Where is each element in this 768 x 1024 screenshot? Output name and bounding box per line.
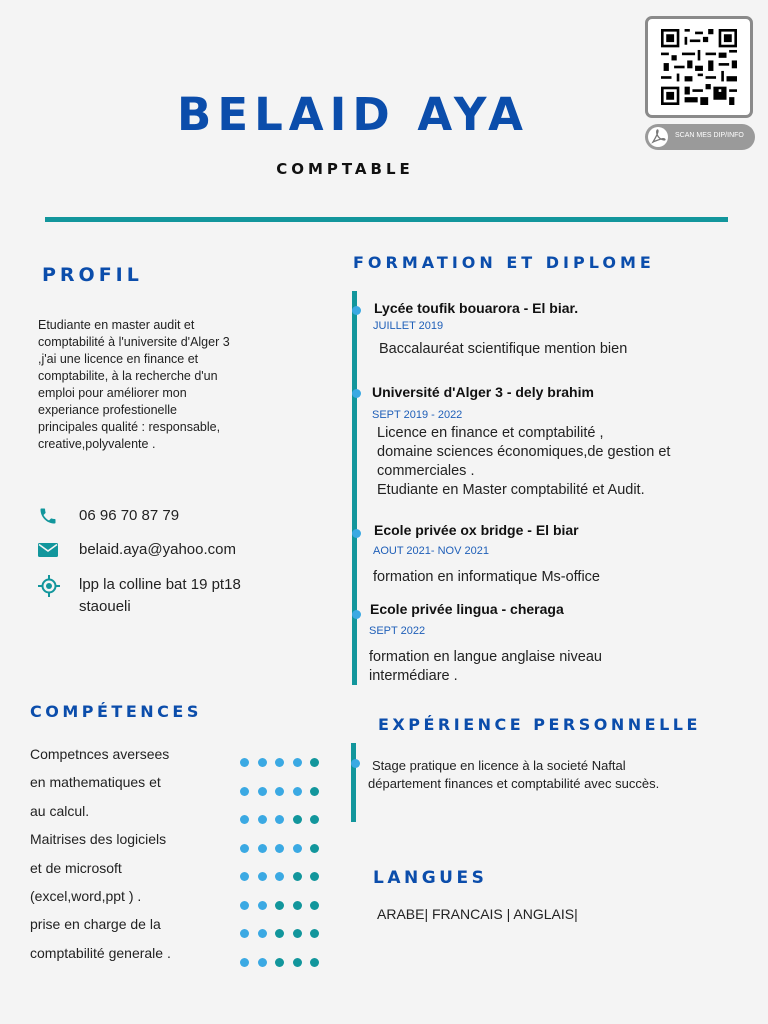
skill-dot [240,787,249,796]
skill-dot [240,758,249,767]
skill-dot [293,844,302,853]
formation-detail: intermédiare . [369,668,458,684]
skill-dot-row [240,925,328,954]
skill-dot [310,901,319,910]
email-address[interactable]: belaid.aya@yahoo.com [79,541,236,558]
formation-heading: FORMATION ET DIPLOME [353,253,655,272]
competence-line: comptabilité generale . [30,944,171,961]
skill-dot [275,901,284,910]
phone-number[interactable]: 06 96 70 87 79 [79,507,180,524]
timeline-bullet [352,389,361,398]
timeline-bullet [352,529,361,538]
formation-school: Ecole privée ox bridge - El biar [374,522,579,538]
competences-heading: COMPÉTENCES [30,702,202,721]
timeline-bar [352,291,357,685]
profil-line: comptabilite, à la recherche d'un [38,369,218,383]
formation-detail: commerciales . [377,463,475,479]
skill-dot [293,929,302,938]
person-name: BELAID AYA [177,88,529,141]
competences-list [30,745,230,972]
skill-dot [240,958,249,967]
skill-dot [275,844,284,853]
timeline-bullet [351,759,360,768]
skill-dot [240,929,249,938]
formation-detail: formation en langue anglaise niveau [369,649,602,665]
skill-dot [275,815,284,824]
experience-heading: EXPÉRIENCE PERSONNELLE [378,715,701,734]
pdf-icon [648,127,668,147]
skill-dot [258,958,267,967]
skill-dot [310,958,319,967]
skill-dot-row [240,954,328,983]
competence-line: Competnces aversees [30,746,170,762]
profil-line: emploi pour améliorer mon [38,386,187,400]
skill-dot [258,787,267,796]
skill-dot [258,929,267,938]
formation-date: SEPT 2022 [369,625,426,637]
skill-dot [258,901,267,910]
skill-dot [240,844,249,853]
skill-dot [275,929,284,938]
experience-text [368,757,738,793]
address-line-1: lpp la colline bat 19 pt18 [79,576,241,593]
skill-dot-row [240,811,328,840]
header-divider [45,217,728,222]
formation-detail: formation en informatique Ms-office [373,569,601,585]
skill-dot [293,815,302,824]
profil-line: experiance profestionelle [38,403,177,417]
competence-line: Maitrises des logiciels [30,831,167,848]
profil-heading: PROFIL [42,264,143,286]
timeline-bullet [352,306,361,315]
skill-dot [240,901,249,910]
scan-docs-label: SCAN MES DIP/INFO [675,132,744,139]
contact-phone [38,506,278,528]
skill-dot [293,958,302,967]
skill-dot [310,815,319,824]
formation-detail: domaine sciences économiques,de gestion et [377,444,671,460]
formation-date: SEPT 2019 - 2022 [372,409,463,421]
phone-icon [38,506,58,530]
formation-school: Lycée toufik bouarora - El biar. [374,300,579,316]
timeline-bullet [352,610,361,619]
skill-dot [258,844,267,853]
skill-dot [310,872,319,881]
skill-dot [293,872,302,881]
scan-docs-button[interactable] [645,124,755,150]
skill-dot-row [240,754,328,783]
competence-line: en mathematiques et [30,774,161,791]
profil-line: principales qualité : responsable, [38,420,221,434]
langues-heading: LANGUES [373,868,488,888]
skill-dot [293,901,302,910]
skill-dot-row [240,840,328,869]
formation-school: Université d'Alger 3 - dely brahim [372,384,594,400]
experience-bar [351,743,356,822]
langues-list: ARABE| FRANCAIS | ANGLAIS| [377,906,578,922]
location-icon [38,575,60,601]
profil-summary [38,317,278,453]
profil-line: Etudiante en master audit et [38,318,195,332]
skill-dot [310,929,319,938]
email-icon [38,542,58,562]
competence-line: au calcul. [30,802,90,819]
experience-line: Stage pratique en licence à la societé Naftal [372,758,626,773]
skill-dot-row [240,783,328,812]
skill-dot-row [240,868,328,897]
skill-dot [275,758,284,767]
skill-dot [275,958,284,967]
job-title: COMPTABLE [276,160,414,178]
profil-line: creative,polyvalente . [38,437,156,451]
skill-dot [293,787,302,796]
skill-dot [293,758,302,767]
formation-date: AOUT 2021- NOV 2021 [373,545,489,557]
skill-dot [275,787,284,796]
skill-dot [258,872,267,881]
qr-code-icon [660,29,738,105]
competence-line: (excel,word,ppt ) . [30,887,142,904]
skill-dot [310,844,319,853]
skill-dot [275,872,284,881]
formation-detail: Etudiante en Master comptabilité et Audit. [377,482,645,498]
skill-dot-row [240,897,328,926]
skill-dot [240,815,249,824]
contact-address [38,575,288,619]
experience-line: département finances et comptabilité avec succès. [368,776,660,791]
skill-dot [310,787,319,796]
address-line-2: staoueli [79,598,131,615]
formation-detail: Licence en finance et comptabilité , [377,425,604,441]
skill-dot [258,758,267,767]
skill-dot [240,872,249,881]
competence-line: prise en charge de la [30,916,161,933]
formation-detail: Baccalauréat scientifique mention bien [379,341,628,357]
contact-email [38,540,278,562]
skill-dot [258,815,267,824]
qr-code[interactable] [645,16,753,118]
formation-date: JUILLET 2019 [373,320,444,332]
formation-school: Ecole privée lingua - cheraga [370,601,564,617]
profil-line: ,j'ai une licence en finance et [38,352,199,366]
skill-dot [310,758,319,767]
skill-level-dots [240,754,328,982]
profil-line: comptabilité à l'universite d'Alger 3 [38,335,230,349]
competence-line: et de microsoft [30,859,122,876]
